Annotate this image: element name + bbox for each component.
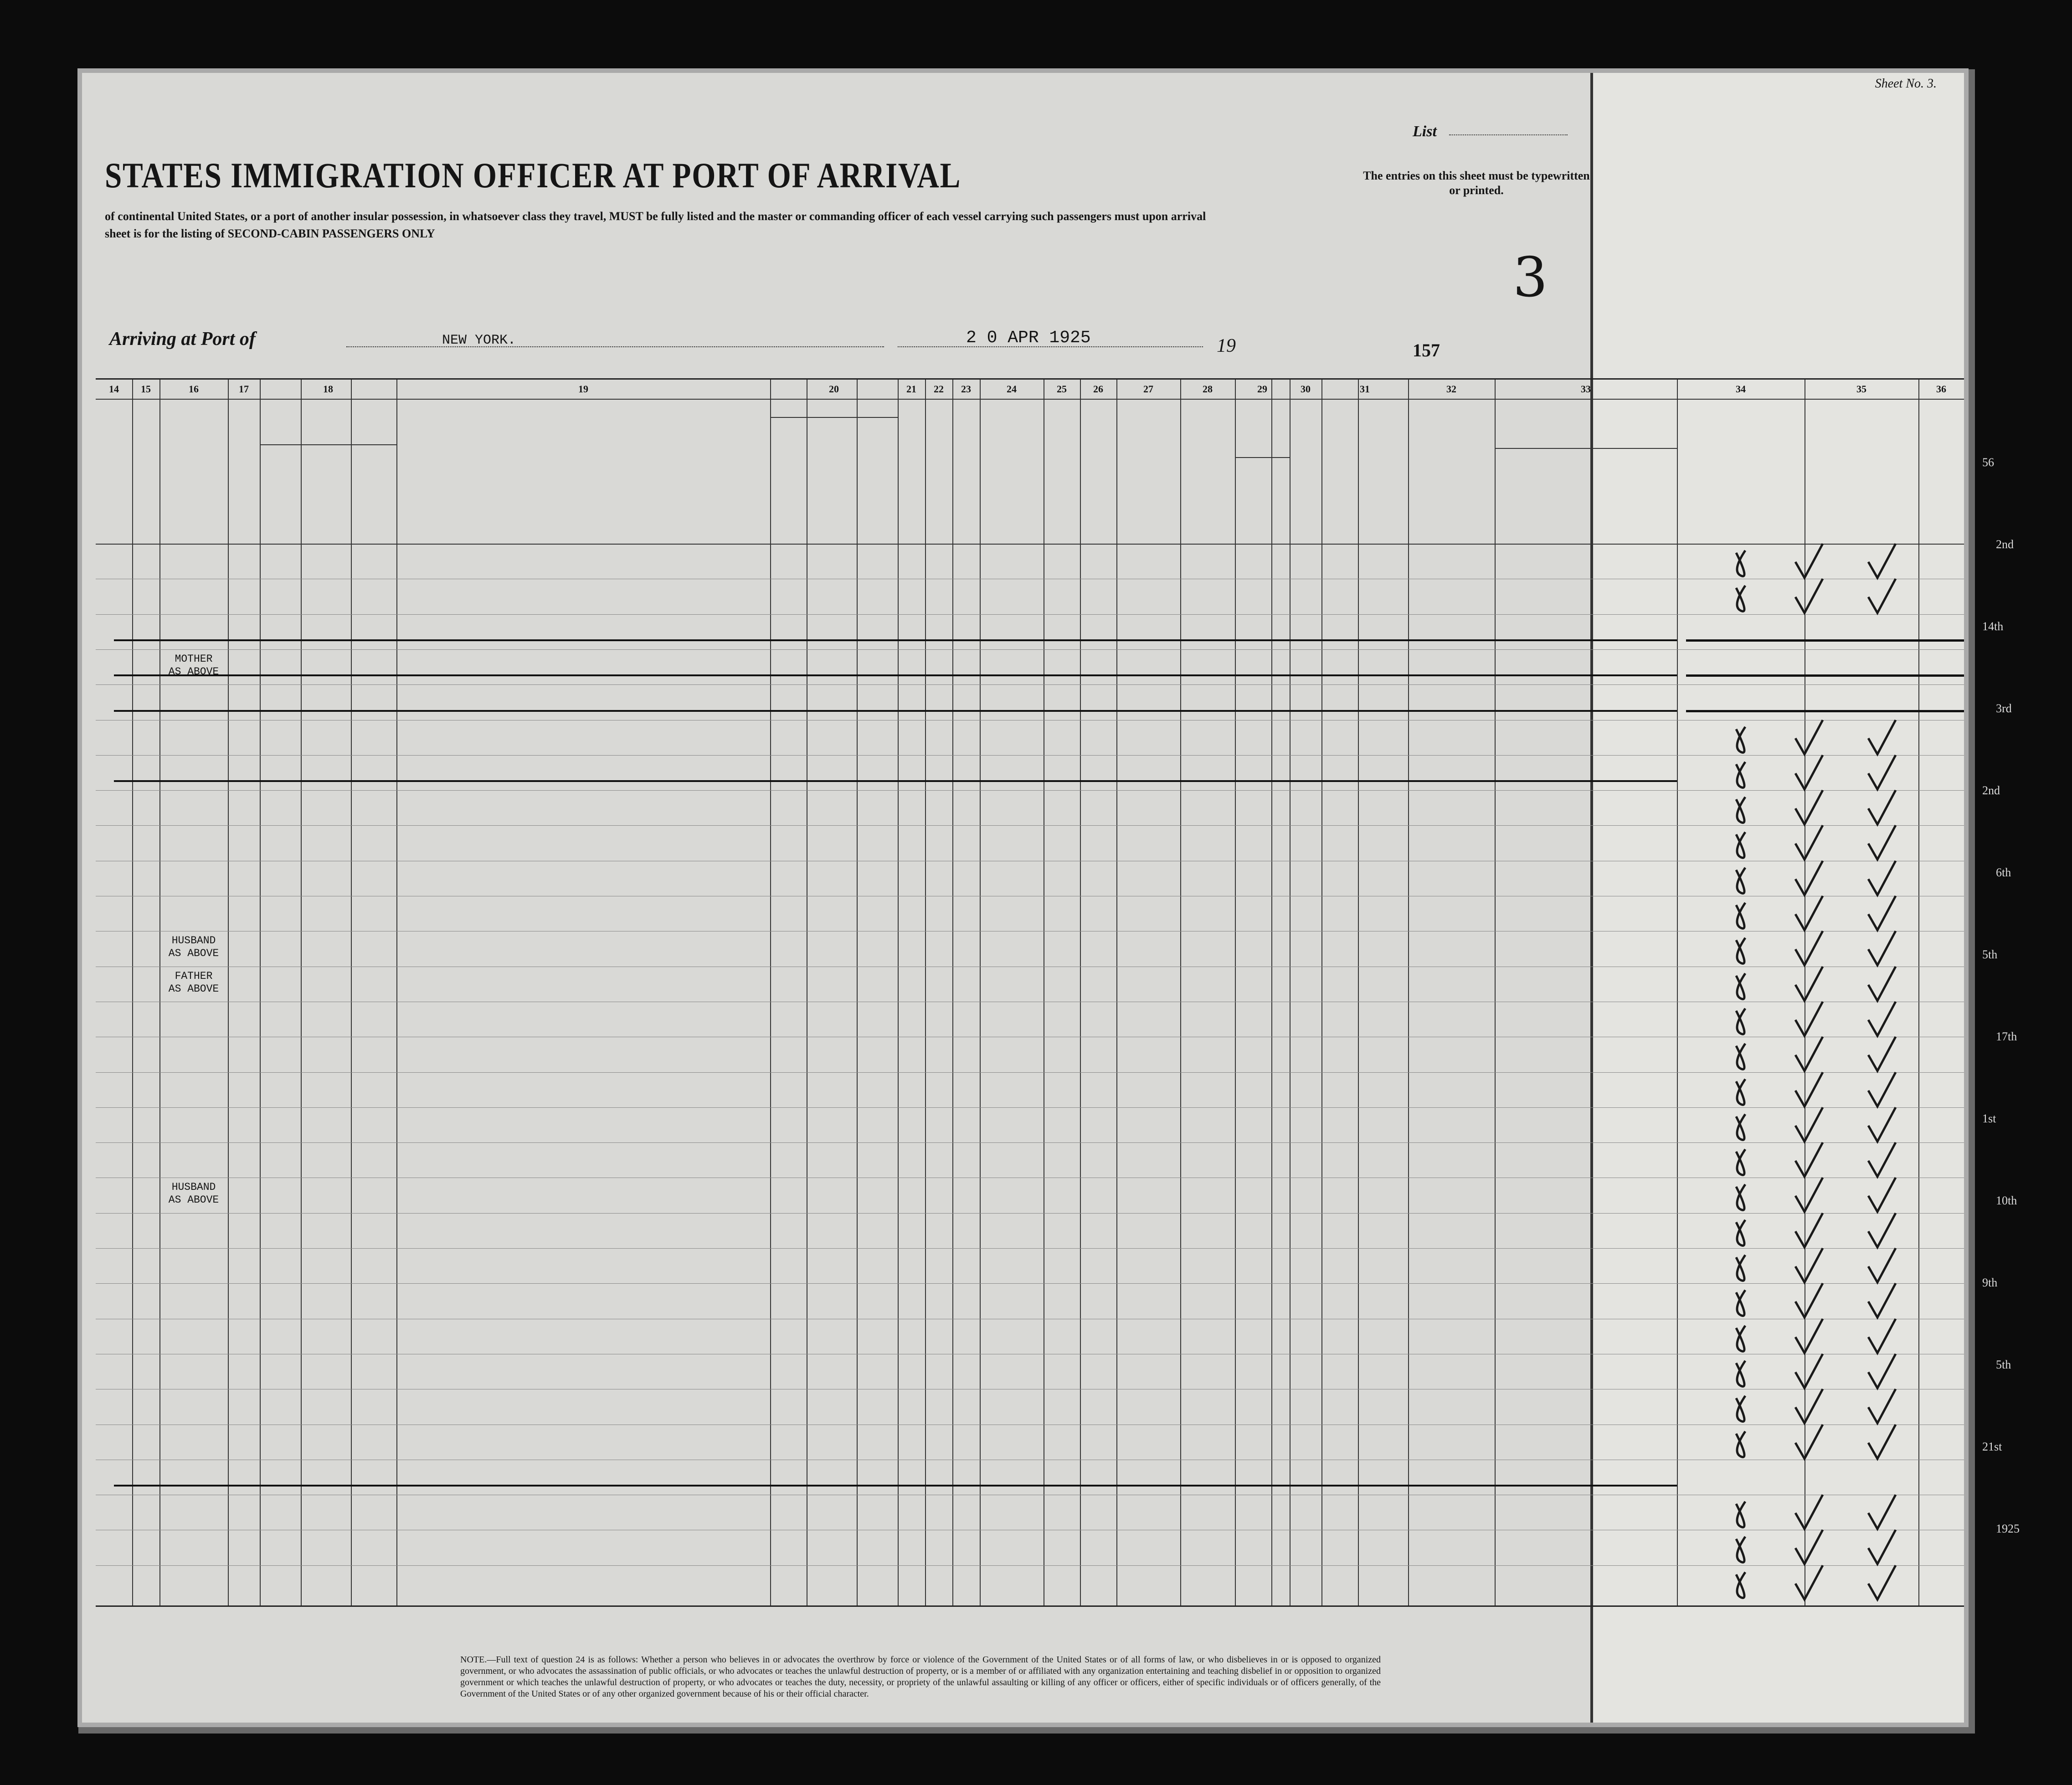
header-color — [1321, 416, 1408, 443]
manifest-sheet — [82, 73, 1964, 1723]
header-money — [228, 399, 260, 544]
column-number: 20 — [829, 383, 839, 395]
passage-paid-line: MOTHER — [175, 653, 213, 665]
header-before-yesno — [260, 448, 301, 503]
passage-paid-line: AS ABOVE — [168, 983, 219, 995]
row-rule — [96, 1565, 1964, 1566]
visa-check-marks — [1722, 1563, 1964, 1604]
entries-note: The entries on this sheet must be typewritten or printed. — [1363, 169, 1590, 197]
adjacent-sheet-text: 2nd — [1982, 784, 2000, 797]
column-rule — [1116, 380, 1117, 1605]
sheet-number: Sheet No. 3. — [1875, 77, 1937, 91]
adjacent-sheet-text: 5th — [1996, 1358, 2011, 1371]
header-visa-place — [1805, 453, 1918, 507]
column-rule — [1408, 380, 1409, 1605]
visa-strike-line — [1686, 710, 1964, 712]
header-join — [406, 399, 761, 544]
header-ticket — [132, 399, 159, 544]
adjacent-sheet-text: 9th — [1982, 1276, 1998, 1289]
column-number: 30 — [1301, 383, 1311, 395]
row-rule — [96, 614, 1964, 615]
header-no-on-list — [96, 399, 132, 544]
header-deported — [1080, 420, 1116, 539]
passage-paid-line: HUSBAND — [171, 1181, 216, 1193]
column-rule — [925, 380, 926, 1605]
year-prefix: 19 — [1217, 335, 1236, 356]
column-number: 22 — [934, 383, 944, 395]
row-rule — [96, 1142, 1964, 1143]
strike-through-line — [114, 1485, 1677, 1487]
header-visa-date — [1677, 453, 1805, 507]
column-number: 16 — [189, 383, 199, 395]
column-rule — [898, 380, 899, 1605]
port-name: NEW YORK. — [442, 333, 516, 348]
adjacent-sheet-text: 1st — [1982, 1112, 1996, 1125]
adjacent-sheet-text: 56 — [1982, 456, 1994, 469]
column-number: 17 — [239, 383, 249, 395]
column-rule — [952, 380, 953, 1605]
column-rule — [770, 380, 771, 1605]
list-line — [1449, 134, 1568, 135]
adjacent-sheet-text: 2nd — [1996, 538, 2014, 551]
column-rule — [1590, 380, 1591, 1605]
header-anarchist — [952, 420, 980, 539]
column-number: 35 — [1856, 383, 1866, 395]
column-rule — [351, 380, 352, 1605]
adjacent-sheet-text: 6th — [1996, 866, 2011, 879]
column-number: 18 — [323, 383, 333, 395]
row-rule — [96, 1213, 1964, 1214]
column-rule — [857, 380, 858, 1605]
adjacent-sheet-text: 14th — [1982, 620, 2004, 633]
header-city — [1590, 453, 1677, 507]
column-rule — [260, 380, 261, 1605]
visa-strike-line — [1686, 639, 1964, 642]
row-rule — [96, 1248, 1964, 1249]
row-rule — [96, 1072, 1964, 1073]
page-title: STATES IMMIGRATION OFFICER AT PORT OF ARRIVAL — [105, 155, 961, 195]
intro-line-1: of continental United States, or a port of another insular possession, in whatsoever class they travel, MUST be fully listed and the master or commanding officer of each vessel carrying such passengers must upon arrival — [105, 210, 1206, 223]
header-purpose — [770, 402, 898, 416]
column-rule — [1358, 380, 1359, 1605]
header-health — [1116, 399, 1180, 544]
column-number: 33 — [1581, 383, 1591, 395]
adjacent-sheet-text: 17th — [1996, 1030, 2017, 1043]
column-number: 27 — [1143, 383, 1153, 395]
header-where — [351, 473, 396, 514]
header-inches — [1271, 462, 1290, 539]
adjacent-sheet-text: 5th — [1982, 948, 1998, 961]
header-subrule — [1235, 457, 1290, 458]
header-complexion — [1290, 399, 1321, 544]
column-rule — [1321, 380, 1322, 1605]
column-rule — [1080, 380, 1081, 1605]
adjacent-sheet-text: 10th — [1996, 1194, 2017, 1207]
column-rule — [1235, 380, 1236, 1605]
header-visa-number — [1918, 453, 1964, 507]
column-rule — [980, 380, 981, 1605]
row-rule — [96, 755, 1964, 756]
column-rule — [1290, 380, 1291, 1605]
row-rule — [96, 1107, 1964, 1108]
header-feet — [1235, 462, 1271, 539]
strike-through-line — [114, 639, 1677, 641]
port-line — [346, 346, 884, 347]
column-number: 25 — [1057, 383, 1067, 395]
header-deformed — [1180, 399, 1235, 544]
column-number: 31 — [1360, 383, 1370, 395]
header-height — [1235, 425, 1290, 453]
column-number: 24 — [1007, 383, 1017, 395]
column-number: 26 — [1093, 383, 1103, 395]
visa-check-marks — [1722, 576, 1964, 617]
header-length — [807, 420, 857, 539]
column-number: 29 — [1257, 383, 1267, 395]
visa-strike-line — [1686, 674, 1964, 677]
strike-through-line — [114, 674, 1677, 676]
arriving-label: Arriving at Port of — [109, 329, 256, 350]
header-country — [1495, 453, 1590, 507]
row-rule — [96, 825, 1964, 826]
header-period — [301, 473, 351, 514]
adjacent-sheet-text: 3rd — [1996, 702, 2012, 715]
column-number: 21 — [906, 383, 916, 395]
passage-paid-line: AS ABOVE — [168, 665, 219, 678]
header-passage-note — [159, 453, 228, 507]
column-number: 15 — [141, 383, 151, 395]
manifest-table — [96, 378, 1964, 1607]
header-citizen — [857, 420, 898, 539]
header-before-us — [260, 399, 396, 444]
header-birth — [1495, 407, 1677, 443]
column-rule — [228, 380, 229, 1605]
column-rule — [1271, 380, 1272, 1605]
passage-paid-line: FATHER — [175, 970, 213, 982]
passage-paid-line: HUSBAND — [171, 935, 216, 947]
column-rule — [132, 380, 133, 1605]
header-overthrow — [980, 420, 1044, 539]
column-rule — [301, 380, 302, 1605]
column-number: 36 — [1936, 383, 1946, 395]
page-number: 157 — [1413, 340, 1440, 360]
column-number: 32 — [1446, 383, 1456, 395]
adjacent-sheet-text: 21st — [1982, 1440, 2002, 1453]
column-number: 23 — [961, 383, 971, 395]
column-number: 28 — [1203, 383, 1213, 395]
header-subrule — [770, 417, 898, 418]
passage-paid-line: AS ABOVE — [168, 947, 219, 960]
row-rule — [96, 790, 1964, 791]
strike-through-line — [114, 710, 1677, 712]
column-rule — [1495, 380, 1496, 1605]
header-hair — [1321, 471, 1358, 498]
intro-line-2: sheet is for the listing of SECOND-CABIN PASSENGERS ONLY — [105, 227, 435, 240]
adjacent-sheet-text: 1925 — [1996, 1522, 2020, 1535]
header-marks — [1408, 399, 1495, 544]
header-polygamist — [925, 420, 952, 539]
header-if-yes — [301, 444, 396, 472]
header-return — [770, 420, 807, 539]
footnote-question-24: NOTE.—Full text of question 24 is as follows: Whether a person who believes in or advocates the overthrow by force or violence of the Government of the United States or of all forms of law, or who disbelieves in or is opposed to organized government, or who advocates the assassination of public officials, or who advocates or teaches the unlawful destruction of property, or is a member of or affiliated with any organization entertaining and teaching disbelief in or opposition to organized government or which teaches the unlawful destruction of property, or who advocates or teaches the duty, necessity, or propriety of the unlawful assaulting or killing of any officer or officers, either of specific individuals or of officers generally, of the Government of the United States or of any other organized government because of his or their official character. — [460, 1655, 1381, 1699]
passage-paid-line: AS ABOVE — [168, 1194, 219, 1206]
header-offer — [1044, 420, 1080, 539]
visa-check-marks — [1722, 1422, 1964, 1463]
header-passage-paid — [159, 416, 228, 453]
column-rule — [396, 380, 397, 1605]
strike-through-line — [114, 780, 1677, 782]
row-rule — [96, 1283, 1964, 1284]
header-rule — [96, 544, 1964, 545]
column-number: 14 — [109, 383, 119, 395]
handwritten-sheet-number: 3 — [1513, 246, 1548, 309]
header-eyes — [1358, 471, 1408, 498]
column-rule — [1677, 380, 1678, 1605]
header-prison — [898, 420, 925, 539]
row-rule — [96, 649, 1964, 650]
list-label: List — [1413, 123, 1437, 140]
date-stamp: 2 0 APR 1925 — [966, 328, 1091, 348]
column-rule — [1180, 380, 1181, 1605]
column-number: 34 — [1736, 383, 1746, 395]
column-number: 19 — [578, 383, 588, 395]
header-subrule — [1495, 448, 1677, 449]
row-rule — [96, 684, 1964, 685]
